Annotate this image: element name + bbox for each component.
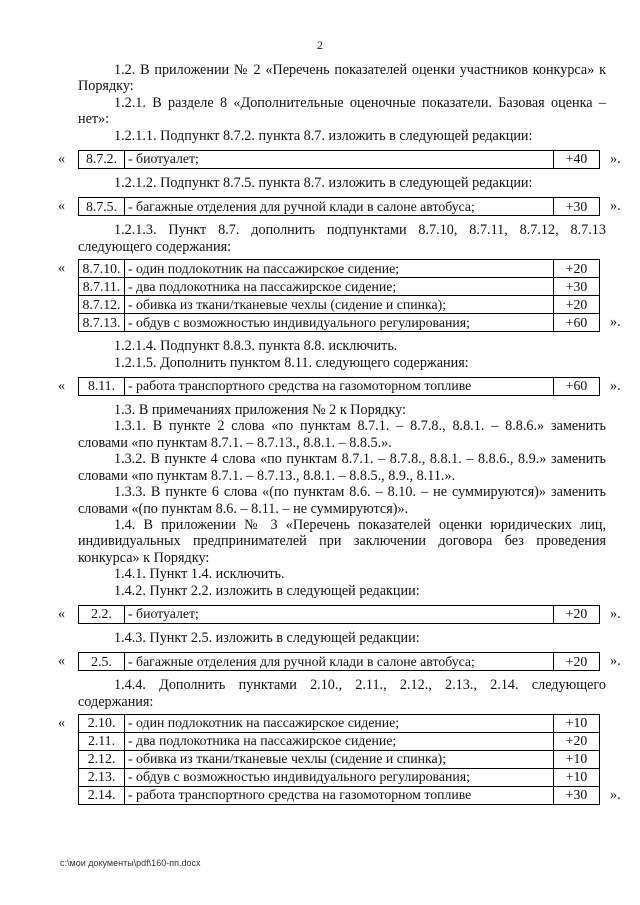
amendment-table-block — [58, 377, 621, 396]
item-number: 2.12. — [79, 751, 125, 769]
amendment-table-block — [58, 197, 621, 216]
item-number: 2.13. — [79, 769, 125, 787]
table-row — [79, 296, 600, 314]
item-score: +60 — [554, 314, 600, 332]
paragraph: 1.3.3. В пункте 6 слова «(по пунктам 8.6. – 8.10. – не суммируются)» заменить словами «(по пунктам 8.6. – 8.11. – не суммируются)». — [78, 484, 606, 517]
item-score: +30 — [554, 787, 600, 805]
paragraph: 1.3.2. В пункте 4 слова «по пунктам 8.7.1. – 8.7.8., 8.8.1. – 8.8.6., 8.9.» заменить словами «по пунктам 8.7.1. – 8.7.13., 8.8.1. – 8.8.5., 8.9., 8.11.». — [78, 451, 606, 484]
paragraph: 1.3. В примечаниях приложения № 2 к Порядку: — [114, 402, 406, 419]
item-score: +20 — [554, 653, 600, 671]
amendment-table-block — [58, 714, 621, 805]
item-score: +10 — [554, 769, 600, 787]
item-score: +40 — [554, 151, 600, 169]
item-score: +20 — [554, 733, 600, 751]
item-number: 2.11. — [79, 733, 125, 751]
item-score: +20 — [554, 260, 600, 278]
item-description: - обдув с возможностью индивидуального регулирования; — [125, 769, 554, 787]
paragraph: 1.4.4. Дополнить пунктами 2.10., 2.11., 2.12., 2.13., 2.14. следующего содержания: — [78, 677, 606, 710]
closing-quote: ». — [610, 653, 621, 670]
paragraph: 1.2.1.3. Пункт 8.7. дополнить подпунктами 8.7.10, 8.7.11, 8.7.12, 8.7.13 следующего содержания: — [78, 222, 606, 255]
amendment-table-block — [58, 150, 621, 169]
table-row — [79, 605, 600, 623]
paragraph: 1.3.1. В пункте 2 слова «по пунктам 8.7.1. – 8.7.8., 8.8.1. – 8.8.6.» заменить словами «по пунктам 8.7.1. – 8.7.13., 8.8.1. – 8.8.5.». — [78, 418, 606, 451]
file-path-footer: c:\мои документы\pdf\160-пп.docx — [60, 858, 201, 868]
paragraph: 1.2.1.1. Подпункт 8.7.2. пункта 8.7. изложить в следующей редакции: — [114, 127, 533, 144]
amendment-table — [78, 605, 600, 624]
closing-quote: ». — [610, 605, 621, 622]
item-description: - багажные отделения для ручной клади в салоне автобуса; — [125, 198, 554, 216]
table-row — [79, 733, 600, 751]
closing-quote: ». — [610, 378, 621, 395]
closing-quote: ». — [610, 151, 621, 168]
item-number: 2.2. — [79, 605, 125, 623]
item-description: - обивка из ткани/тканевые чехлы (сидение и спинка); — [125, 296, 554, 314]
item-score: +10 — [554, 715, 600, 733]
item-number: 8.7.10. — [79, 260, 125, 278]
table-row — [79, 198, 600, 216]
item-description: - два подлокотника на пассажирское сидение; — [125, 278, 554, 296]
item-score: +10 — [554, 751, 600, 769]
closing-quote: ». — [610, 787, 621, 804]
table-row — [79, 378, 600, 396]
table-row — [79, 260, 600, 278]
item-description: - обивка из ткани/тканевые чехлы (сидение и спинка); — [125, 751, 554, 769]
item-number: 8.7.5. — [79, 198, 125, 216]
paragraph: 1.4.3. Пункт 2.5. изложить в следующей редакции: — [114, 629, 420, 646]
item-description: - работа транспортного средства на газомоторном топливе — [125, 378, 554, 396]
table-row — [79, 653, 600, 671]
opening-quote: « — [58, 260, 66, 277]
amendment-table-block — [58, 652, 621, 671]
closing-quote: ». — [610, 198, 621, 215]
amendment-table — [78, 377, 600, 396]
amendment-table — [78, 652, 600, 671]
item-number: 2.5. — [79, 653, 125, 671]
table-row — [79, 278, 600, 296]
item-description: - работа транспортного средства на газомоторном топливе — [125, 787, 554, 805]
paragraph: 1.4.2. Пункт 2.2. изложить в следующей редакции: — [114, 582, 420, 599]
item-description: - один подлокотник на пассажирское сидение; — [125, 715, 554, 733]
amendment-table-block — [58, 605, 621, 624]
amendment-table-block — [58, 259, 621, 332]
item-description: - обдув с возможностью индивидуального регулирования; — [125, 314, 554, 332]
opening-quote: « — [58, 378, 66, 395]
opening-quote: « — [58, 605, 66, 622]
item-number: 2.14. — [79, 787, 125, 805]
paragraph: 1.2. В приложении № 2 «Перечень показателей оценки участников конкурса» к Порядку: — [78, 62, 606, 95]
opening-quote: « — [58, 151, 66, 168]
item-description: - один подлокотник на пассажирское сидение; — [125, 260, 554, 278]
paragraph: 1.2.1.2. Подпункт 8.7.5. пункта 8.7. изложить в следующей редакции: — [114, 175, 533, 192]
item-description: - биотуалет; — [125, 605, 554, 623]
item-score: +20 — [554, 296, 600, 314]
item-number: 8.7.13. — [79, 314, 125, 332]
item-description: - два подлокотника на пассажирское сидение; — [125, 733, 554, 751]
table-row — [79, 715, 600, 733]
opening-quote: « — [58, 715, 66, 732]
item-score: +60 — [554, 378, 600, 396]
paragraph: 1.2.1.4. Подпункт 8.8.3. пункта 8.8. исключить. — [114, 338, 398, 355]
item-number: 8.7.11. — [79, 278, 125, 296]
document-body — [58, 62, 621, 811]
paragraph: 1.4. В приложении № 3 «Перечень показателей оценки юридических лиц, индивидуальных предпринимателей при заключении договора без проведения конкурса» к Порядку: — [78, 516, 606, 566]
table-row — [79, 151, 600, 169]
item-score: +30 — [554, 278, 600, 296]
item-description: - биотуалет; — [125, 151, 554, 169]
paragraph: 1.2.1.5. Дополнить пунктом 8.11. следующего содержания: — [114, 354, 469, 371]
item-score: +30 — [554, 198, 600, 216]
item-description: - багажные отделения для ручной клади в салоне автобуса; — [125, 653, 554, 671]
amendment-table — [78, 197, 600, 216]
item-number: 8.11. — [79, 378, 125, 396]
table-row — [79, 751, 600, 769]
amendment-table — [78, 714, 600, 805]
amendment-table — [78, 150, 600, 169]
amendment-table — [78, 259, 600, 332]
table-row — [79, 787, 600, 805]
item-number: 8.7.2. — [79, 151, 125, 169]
item-number: 2.10. — [79, 715, 125, 733]
opening-quote: « — [58, 198, 66, 215]
paragraph: 1.2.1. В разделе 8 «Дополнительные оценочные показатели. Базовая оценка – нет»: — [78, 94, 606, 128]
page-number: 2 — [317, 38, 323, 52]
opening-quote: « — [58, 653, 66, 670]
item-number: 8.7.12. — [79, 296, 125, 314]
table-row — [79, 769, 600, 787]
table-row — [79, 314, 600, 332]
item-score: +20 — [554, 605, 600, 623]
closing-quote: ». — [610, 314, 621, 331]
paragraph: 1.4.1. Пункт 1.4. исключить. — [114, 566, 285, 583]
